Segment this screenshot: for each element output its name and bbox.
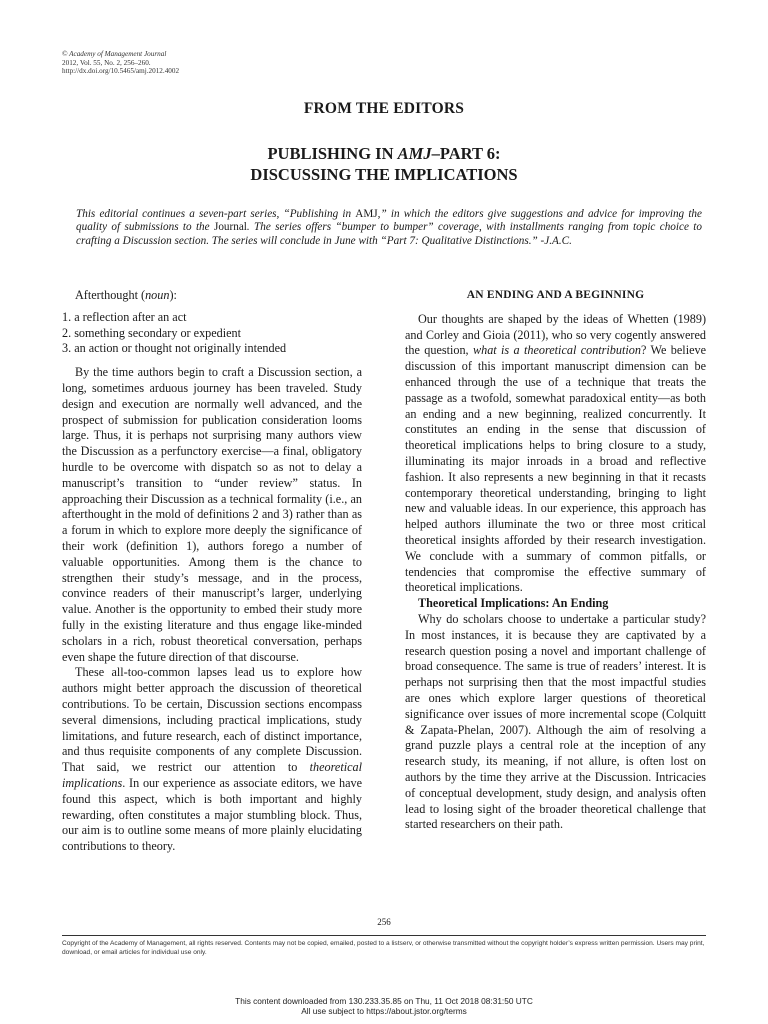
abstract-amj: AMJ <box>355 208 378 220</box>
left-paragraph-1: By the time authors begin to craft a Discussion section, a long, sometimes arduous journey has been traveled. Study design and execution are normally well advanced, and the prospect of submission for publication consideration looms large. Thus, it is perhaps not surprising many authors view the Discussion as a perfunctory exercise—a final, obligatory hurdle to be overcome with dispatch so as not to delay a manuscript’s transition to “under review” status. In approaching their Discussion as a technical formality (i.e., an afterthought in the mold of definitions 2 and 3) rather than as a forum in which to explore more deeply the significance of their work (definition 1), authors forego a number of valuable opportunities. Among them is the chance to strengthen their study’s message, and in the process, convince readers of their manuscript’s larger, underlying value. Another is the opportunity to embed their study more fully in the existing literature and thus engage like-minded scholars in a rich, robust theoretical conversation, perhaps even shape the future direction of that discourse. <box>62 365 362 664</box>
abstract-text: . The series offers “bumper to bumper” coverage, with installments ranging from topic choice to crafting a Discussion section. The series will conclude in June with “Part 7: Qualitative Distinctions.” -J.A.C. <box>76 221 702 247</box>
title-suffix: –PART 6: <box>431 144 501 163</box>
right-column <box>405 288 706 833</box>
title-line-2: DISCUSSING THE IMPLICATIONS <box>250 165 518 184</box>
left-column <box>62 288 362 855</box>
copyright-notice: Copyright of the Academy of Management, all rights reserved. Contents may not be copied, emailed, posted to a listserv, or otherwise transmitted without the copyright holder’s express written permission. Users may print, download, or email articles for individual use only. <box>62 940 705 956</box>
footer-divider <box>62 935 706 936</box>
afterthought-pos: noun <box>145 288 170 302</box>
definition-item: 3. an action or thought not originally intended <box>62 341 287 356</box>
right-paragraph-1 <box>405 312 706 596</box>
subsection-heading: Theoretical Implications: An Ending <box>418 596 609 611</box>
abstract-journal: Journal <box>213 221 247 234</box>
paragraph-text: Our thoughts are shaped by the ideas of Whetten (1989) and Corley and Gioia (2011), who so very cogently answered the question, <box>405 311 706 358</box>
journal-volume: 2012, Vol. 55, No. 2, 256–260. <box>62 58 151 67</box>
download-line-1: This content downloaded from 130.233.35.85 on Thu, 11 Oct 2018 08:31:50 UTC <box>235 996 533 1006</box>
definition-item: 2. something secondary or expedient <box>62 325 242 340</box>
left-paragraph-2 <box>62 665 362 855</box>
doi-link[interactable]: http://dx.doi.org/10.5465/amj.2012.4002 <box>62 67 180 76</box>
right-paragraph-2: Why do scholars choose to undertake a particular study? In most instances, it is because they are captivated by a research question posing a novel and important challenge of broad consequence. The same is true of readers’ interest. It is perhaps not surprising then that the most impactful studies are ones which explore larger questions of theoretical significance over issues of more incremental scope (Colquitt & Zapata-Phelan, 2007). Although the aim of resolving a grand puzzle plays a central role at the inception of any research study, its meaning, if not allure, is often lost on authors by the time they arrive at the Discussion. Intricacies of conceptual development, study design, and analysis often lead to losing sight of the broader theoretical challenge that started researchers on their path. <box>405 611 706 832</box>
page-number: 256 <box>377 917 391 927</box>
definition-item: 1. a reflection after an act <box>62 309 187 324</box>
abstract-text: This editorial continues a seven-part series, “Publishing in <box>76 208 356 220</box>
abstract-text: ,” in which the editors give suggestions and advice for improving the quality of submissions to the <box>76 208 702 234</box>
title-journal: AMJ <box>397 144 432 163</box>
afterthought-definition-head <box>62 288 362 304</box>
afterthought-end: ): <box>169 288 177 302</box>
title-line-1 <box>0 143 768 164</box>
paragraph-emphasis: what is a theoretical contribution <box>472 343 641 358</box>
afterthought-word: Afterthought ( <box>75 288 146 302</box>
section-label: FROM THE EDITORS <box>303 100 465 117</box>
section-heading: AN ENDING AND A BEGINNING <box>466 289 645 301</box>
terms-link[interactable]: All use subject to https://about.jstor.org/terms <box>301 1006 467 1016</box>
article-title <box>0 143 768 185</box>
editorial-abstract <box>76 208 702 248</box>
paragraph-emphasis: theoretical implications <box>62 760 362 790</box>
paragraph-text: These all-too-common lapses lead us to explore how authors might better approach the discussion of theoretical contributions. To be certain, Discussion sections encompass several dimensions, including practical implications, study limitations, and future research, each of distinct importance, and thus requisite components of any complete Discussion. That said, we restrict our attention to <box>62 665 362 775</box>
definition-list <box>62 310 362 357</box>
journal-name: © Academy of Management Journal <box>62 50 167 58</box>
journal-header <box>62 50 179 76</box>
paragraph-text: ? We believe discussion of this important manuscript dimension can be enhanced through the use of a technique that treats the passage as a twofold, somewhat paradoxical entity—as both an ending and a new beginning, realized concurrently. It constitutes an ending in the sense that discussion of theoretical implications helps to bring closure to a study, illuminating its major inroads in a broad and reflective fashion. It also represents a new beginning in that it recasts contemporary theoretical understanding, bringing to light new and valuable ideas. In our experience, this approach has helped authors illuminate the two or three most critical theoretical insights afforded by their research investigation. We conclude with a summary of common pitfalls, or tendencies that compromise the effective summary of theoretical implications. <box>405 343 706 595</box>
paragraph-text: . In our experience as associate editors, we have found this aspect, which is both important and highly rewarding, often constitutes a major stumbling block. Thus, our aim is to outline some means of more plainly elucidating contributions to theory. <box>62 775 362 854</box>
download-notice <box>0 996 768 1016</box>
title-prefix: PUBLISHING IN <box>267 144 398 163</box>
